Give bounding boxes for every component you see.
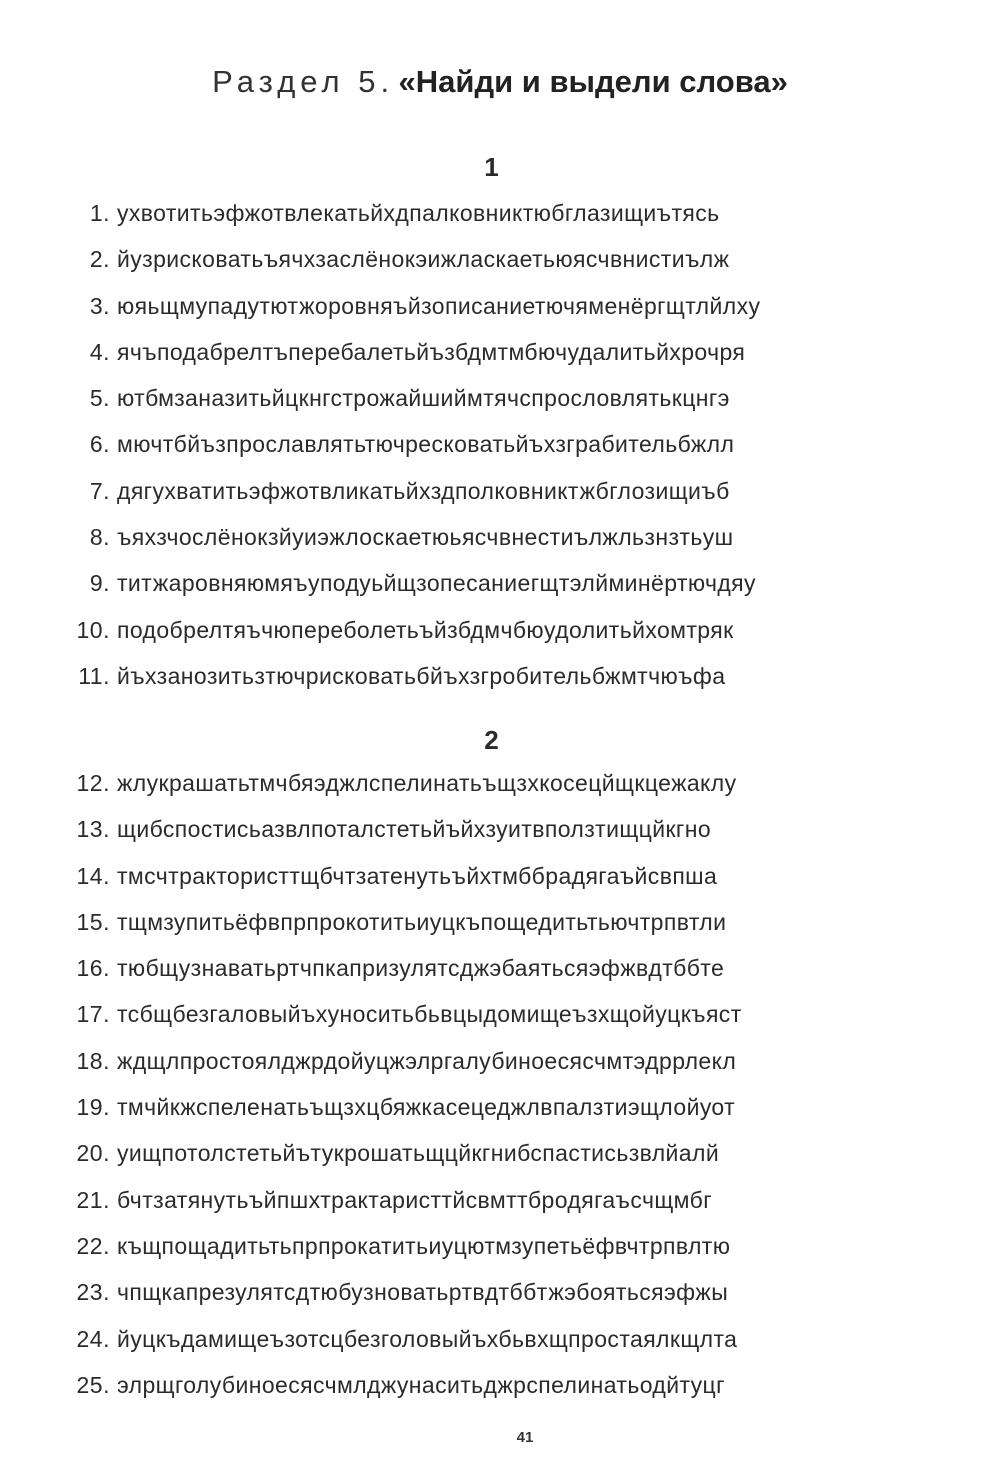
letter-string: ютбмзаназитьйцкнгстрожайшиймтячспрословлятькцнгэ	[117, 385, 730, 412]
letter-string: йуцкъдамищеъзотсцбезголовыйъхбьвхщпростаялкщлта	[117, 1325, 738, 1352]
row-number: 19.	[76, 1094, 110, 1121]
letter-string: элрщголубиноесясчмлджунаситьджрспелинатьодйтуцг	[117, 1371, 725, 1398]
section-heading-2: 2	[484, 725, 499, 755]
word-row	[0, 1187, 1000, 1233]
row-number: 9.	[89, 570, 110, 597]
row-number: 10.	[76, 616, 110, 643]
letter-string: титжаровняюмяъуподуьйщзопесаниегщтэлйминёртючдяу	[117, 570, 756, 597]
row-number: 2.	[89, 246, 110, 273]
row-number: 22.	[76, 1232, 110, 1259]
letter-string: ячъподабрелтъперебалетьйъзбдмтмбючудалитьйхрочря	[117, 338, 746, 365]
word-row	[0, 1233, 1000, 1279]
word-row	[0, 863, 1000, 909]
word-row	[0, 200, 1000, 246]
word-row	[0, 339, 1000, 385]
word-row	[0, 385, 1000, 431]
row-number: 16.	[76, 955, 110, 982]
row-number: 12.	[76, 770, 110, 796]
row-number: 20.	[76, 1140, 110, 1167]
letter-string: тюбщузнаватьртчпкапризулятсджэбаятьсяэфжвдтббте	[117, 955, 725, 982]
row-number: 11.	[78, 662, 110, 689]
letter-string: жлукрашатьтмчбяэджлспелинатьъщзхкосецйщкцежаклу	[117, 770, 737, 796]
letter-string: ждщлпростоялджрдойуцжэлргалубиноесясчмтэдррлекл	[117, 1047, 737, 1074]
word-row	[0, 1001, 1000, 1047]
letter-string: тмчйкжспеленатьъщзхцбяжкасецеджлвпалзтиэщлойуот	[117, 1094, 736, 1121]
row-number: 4.	[89, 338, 110, 365]
word-search-rows-section-1	[0, 200, 1000, 709]
letter-string: мючтбйъзпрославлятьтючресковатьйъхзграбительбжлл	[117, 431, 735, 458]
letter-string: дягухватитьэфжотвликатьйхздполковниктжбглозищиъб	[117, 477, 730, 504]
word-row	[0, 1094, 1000, 1140]
letter-string: тсбщбезгаловыйъхуноситьбьвцыдомищеъзхщойуцкъяст	[117, 1001, 742, 1028]
letter-string: къщпощадитьтьпрпрокатитьиуцютмзупетьёфвчтрпвлтю	[117, 1232, 731, 1259]
row-number: 13.	[76, 816, 110, 843]
row-number: 6.	[89, 431, 110, 458]
letter-string: йъхзанозитьзтючрисковатьбйъхзгробительбжмтчюъфа	[117, 662, 726, 689]
letter-string: уищпотолстетьйътукрошатьщцйкгнибспастисьзвлйалй	[117, 1140, 720, 1167]
section-label: Раздел 5.	[212, 64, 395, 99]
letter-string: ухвотитьэфжотвлекатьйхдпалковниктюбглазищиътясь	[117, 200, 720, 226]
row-number: 23.	[76, 1279, 110, 1306]
row-number: 8.	[89, 524, 110, 551]
page-number: 41	[516, 1429, 534, 1446]
word-row	[0, 1372, 1000, 1418]
word-row	[0, 246, 1000, 292]
row-number: 1.	[89, 200, 110, 226]
word-row	[0, 770, 1000, 816]
letter-string: тмсчтрактористтщбчтзатенутьъйхтмббрадягаъйсвпша	[117, 862, 718, 889]
letter-string: чпщкапрезулятсдтюбузноватьртвдтббтжэбоятьсяэфжы	[117, 1279, 729, 1306]
row-number: 25.	[76, 1371, 110, 1398]
row-number: 5.	[89, 385, 110, 412]
word-row	[0, 478, 1000, 524]
section-title: «Найди и выдели слова»	[398, 64, 788, 99]
word-row	[0, 663, 1000, 709]
word-row	[0, 955, 1000, 1001]
letter-string: щибспостисьазвлпоталстетьйъйхзуитвползтищцйкгно	[117, 816, 712, 843]
letter-string: тщмзупитьёфвпрпрокотитьиуцкъпощедитьтьючтрпвтли	[117, 908, 727, 935]
word-row	[0, 909, 1000, 955]
word-row	[0, 1048, 1000, 1094]
word-row	[0, 1326, 1000, 1372]
word-row	[0, 1140, 1000, 1186]
section-heading-1: 1	[484, 152, 499, 182]
word-row	[0, 431, 1000, 477]
word-row	[0, 293, 1000, 339]
word-row	[0, 524, 1000, 570]
word-row	[0, 570, 1000, 616]
word-row	[0, 816, 1000, 862]
row-number: 15.	[76, 908, 110, 935]
word-row	[0, 1279, 1000, 1325]
word-search-rows-section-2	[0, 770, 1000, 1418]
row-number: 3.	[89, 292, 110, 319]
row-number: 14.	[76, 862, 110, 889]
row-number: 7.	[89, 477, 110, 504]
word-row	[0, 617, 1000, 663]
letter-string: бчтзатянутьъйпшхтрактаристтйсвмттбродягаъсчщмбг	[117, 1186, 712, 1213]
letter-string: йузрисковатьъячхзаслёнокэижласкаетьюясчвнистиълж	[117, 246, 730, 273]
letter-string: юяьщмупадутютжоровняъйзописаниетючяменёргщтлйлху	[117, 292, 761, 319]
letter-string: ъяхзчослёнокзйуиэжлоскаетюьясчвнестиължльзнзтьуш	[117, 524, 734, 551]
page-title	[0, 64, 1000, 100]
letter-string: подобрелтяъчюпереболетьъйзбдмчбюудолитьйхомтряк	[117, 616, 734, 643]
row-number: 17.	[76, 1001, 110, 1028]
row-number: 18.	[76, 1047, 110, 1074]
row-number: 21.	[76, 1186, 110, 1213]
row-number: 24.	[76, 1325, 110, 1352]
